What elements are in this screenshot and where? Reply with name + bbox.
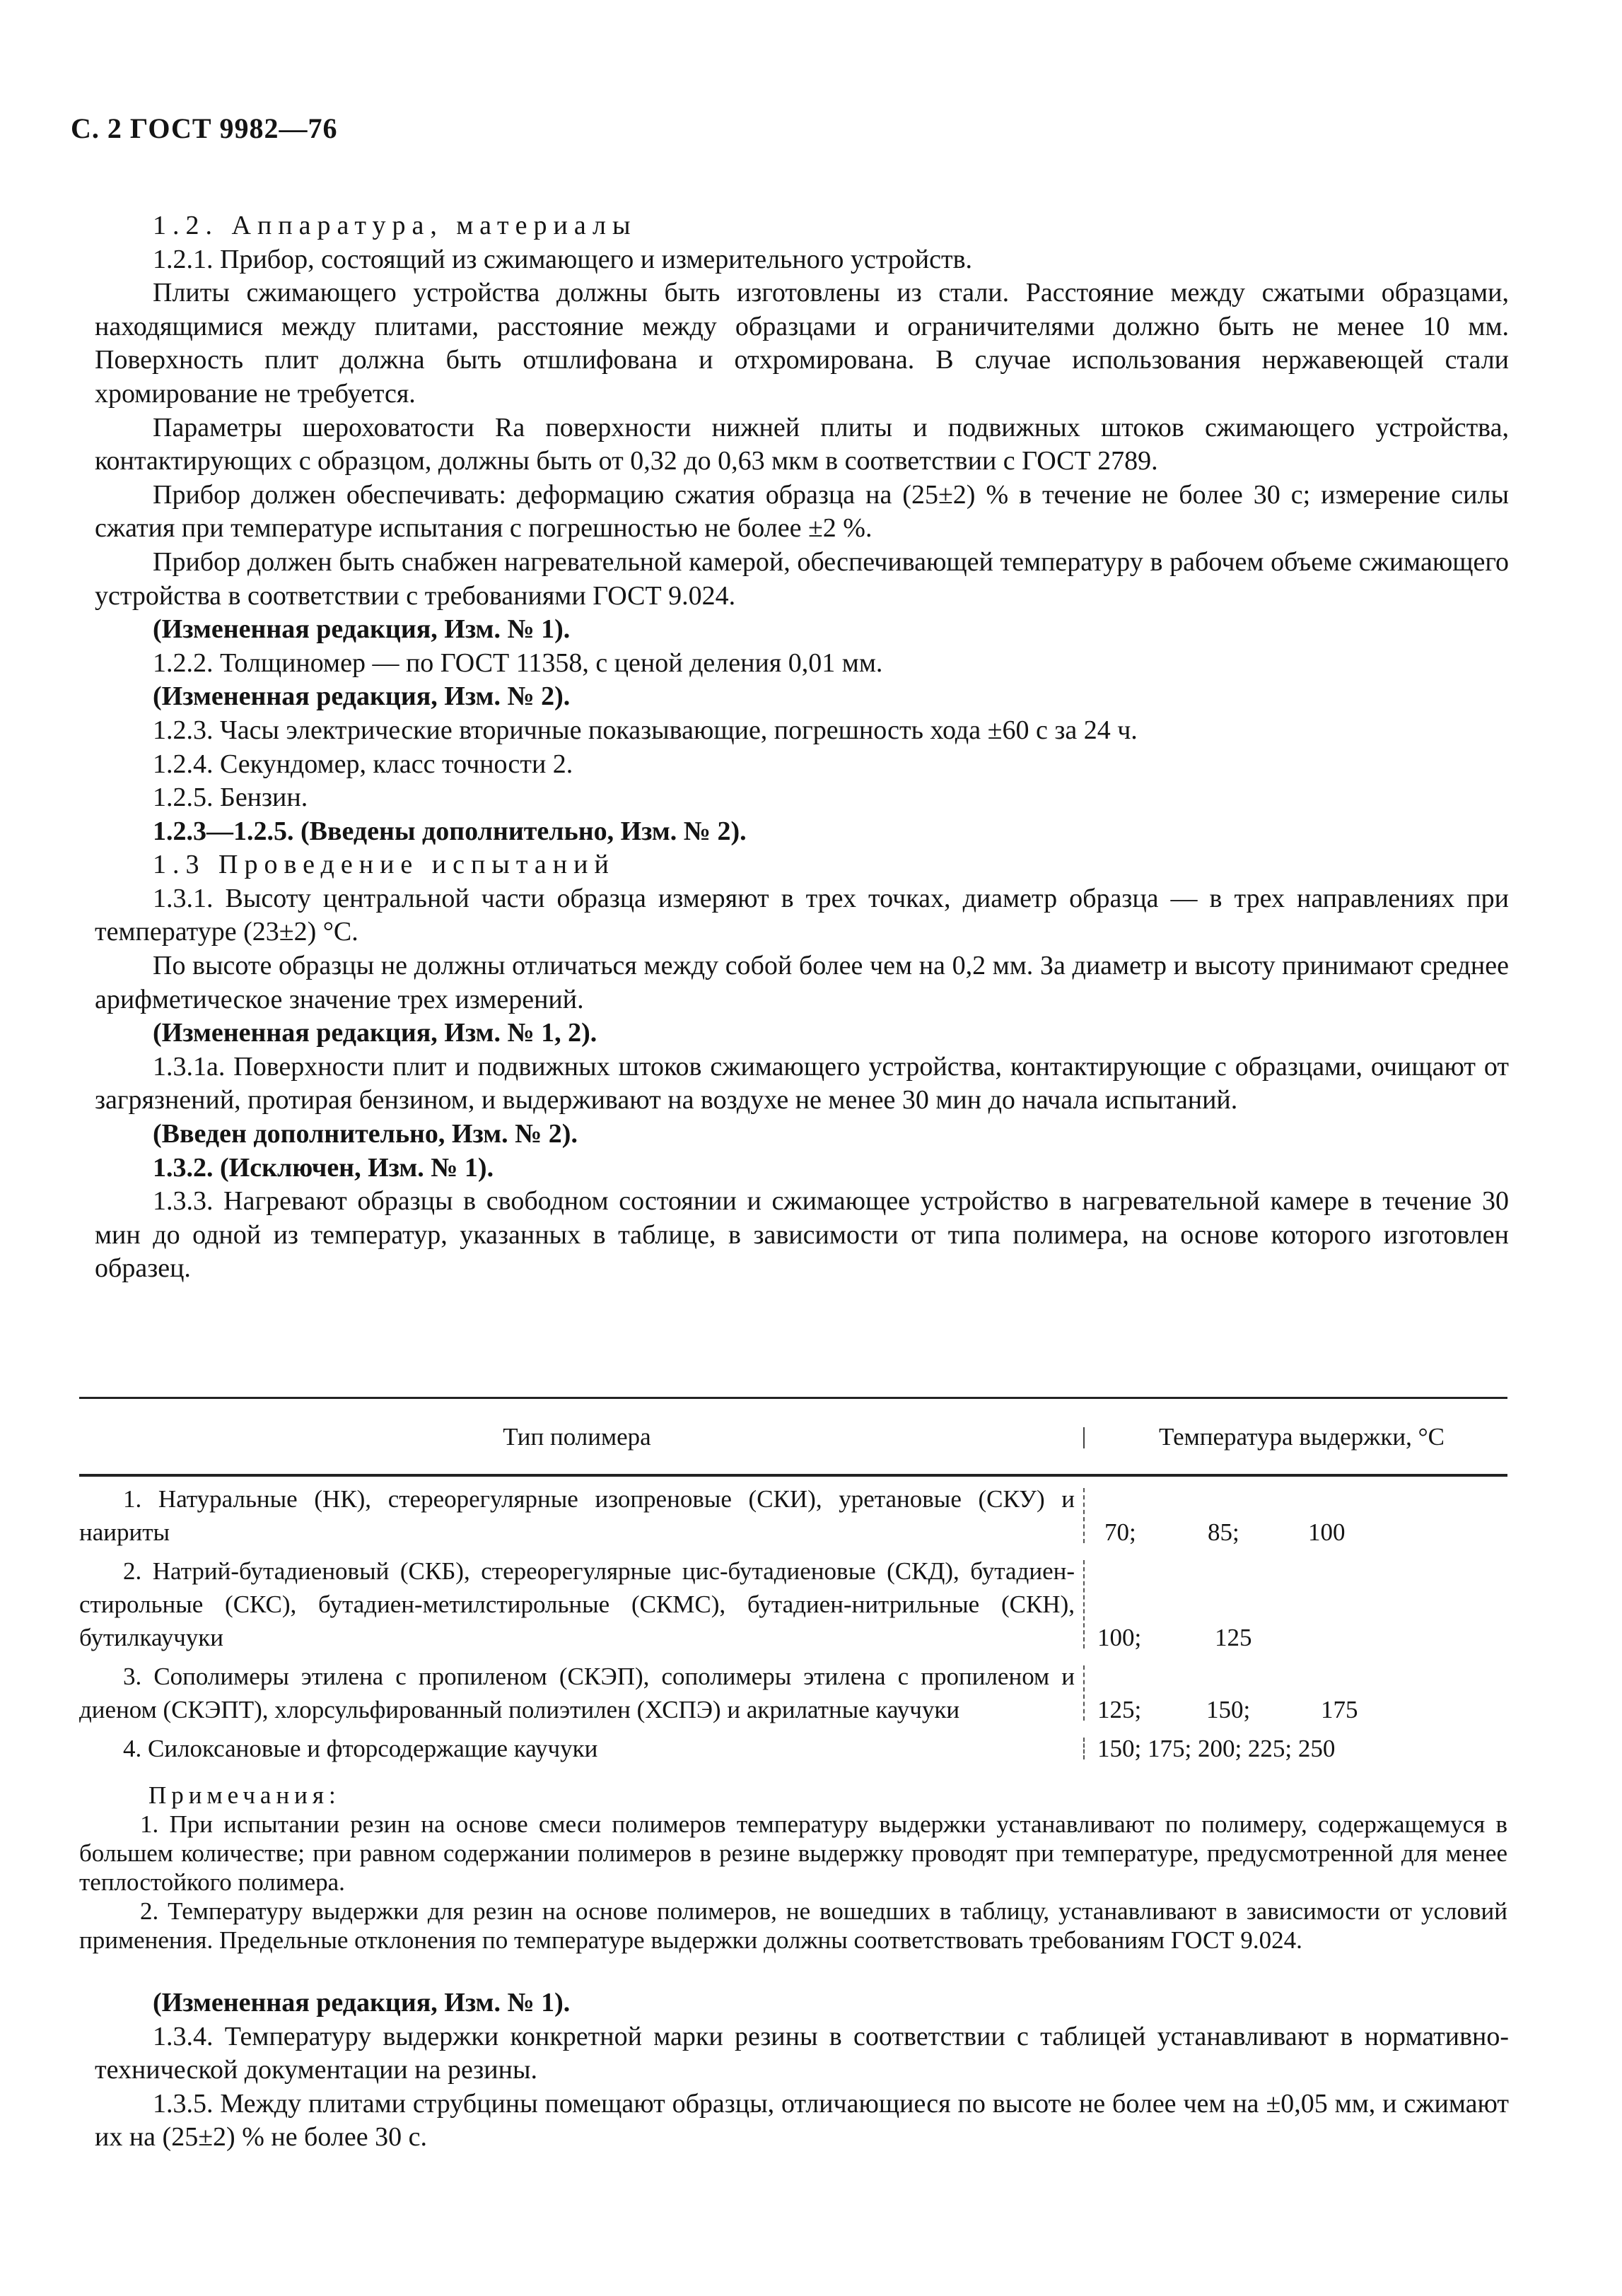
paragraph: 1.3.3. Нагревают образцы в свободном состоянии и сжимающее устройство в нагревательной камере в течение 30 мин до одной из температур, указанных в таблице, в зависимости от типа полимера, на основе которого изготовлен образец. bbox=[95, 1186, 1509, 1284]
polymer-cell: 2. Натрий-бутадиеновый (СКБ), стереорегулярные цис-бутадиеновые (СКД), бутадиен-стирольные (СКС), бутадиен-метилстирольные (СКМС), бутадиен-нитрильные (СКН), бутилкаучуки bbox=[79, 1557, 1075, 1651]
paragraph: Прибор должен обеспечивать: деформацию сжатия образца на (25±2) % в течение не более 30 с; измерение силы сжатия при температуре испытания с погрешностью не более ±2 %. bbox=[95, 479, 1509, 544]
amendment-note: 1.3.2. (Исключен, Изм. № 1). bbox=[153, 1152, 494, 1183]
table-row bbox=[79, 1732, 1507, 1765]
paragraph: 1.2.1. Прибор, состоящий из сжимающего и измерительного устройств. bbox=[153, 244, 973, 274]
notes-heading: Примечания: bbox=[148, 1781, 341, 1809]
table-notes bbox=[79, 1781, 1507, 1955]
paragraph: 1.3.5. Между плитами струбцины помещают образцы, отличающиеся по высоте не более чем на ±0,05 мм, и сжимают их на (25±2) % не более 30 с. bbox=[95, 2088, 1509, 2152]
temperature-value: 70; bbox=[1104, 1518, 1136, 1546]
amendment-note: (Измененная редакция, Изм. № 1, 2). bbox=[153, 1018, 597, 1048]
temperature-value: 100; bbox=[1097, 1624, 1142, 1651]
column-header-temperature: Температура выдержки, °С bbox=[1159, 1423, 1445, 1451]
amendment-note: (Измененная редакция, Изм. № 1). bbox=[153, 614, 571, 645]
column-divider bbox=[1083, 1560, 1085, 1648]
temperature-value: 100 bbox=[1308, 1518, 1346, 1546]
paragraph: 1.2.2. Толщиномер — по ГОСТ 11358, с ценой деления 0,01 мм. bbox=[153, 648, 883, 678]
temperature-value: 150; bbox=[1206, 1696, 1251, 1723]
paragraph: 1.2.5. Бензин. bbox=[153, 783, 308, 813]
section-heading: 1.3 Проведение испытаний bbox=[153, 850, 615, 880]
polymer-cell: 4. Силоксановые и фторсодержащие каучуки bbox=[123, 1735, 598, 1762]
paragraph: Плиты сжимающего устройства должны быть изготовлены из стали. Расстояние между сжатыми образцами, находящимися между плитами, расстояние между образцами и ограничителями должно быть не менее 10 мм. Поверхность плит должна быть отшлифована и отхромирована. В случае использования нержавеющей стали хромирование не требуется. bbox=[95, 278, 1509, 409]
section-heading: 1.2. Аппаратура, материалы bbox=[153, 211, 637, 240]
temperature-value: 85; bbox=[1208, 1518, 1239, 1546]
paragraph: 1.3.1. Высоту центральной части образца измеряют в трех точках, диаметр образца — в трех направлениях при температуре (23±2) °С. bbox=[95, 883, 1509, 947]
column-header-polymer: Тип полимера bbox=[503, 1423, 651, 1451]
column-divider bbox=[1083, 1427, 1085, 1448]
table-row bbox=[79, 1554, 1507, 1654]
table-header bbox=[79, 1397, 1507, 1477]
amendment-note: 1.2.3—1.2.5. (Введены дополнительно, Изм. № 2). bbox=[153, 816, 747, 846]
paragraph: 1.3.1а. Поверхности плит и подвижных штоков сжимающего устройства, контактирующие с образцами, очищают от загрязнений, протирая бензином, и выдерживают на воздухе не менее 30 мин до начала испытаний. bbox=[95, 1051, 1509, 1115]
amendment-note: (Измененная редакция, Изм. № 2). bbox=[153, 681, 571, 712]
paragraph: Параметры шероховатости Ra поверхности нижней плиты и подвижных штоков сжимающего устройства, контактирующих с образцом, должны быть от 0,32 до 0,63 мкм в соответствии с ГОСТ 2789. bbox=[95, 412, 1509, 476]
amendment-note: (Измененная редакция, Изм. № 1). bbox=[153, 1988, 571, 2017]
note-item: 2. Температуру выдержки для резин на основе полимеров, не вошедших в таблицу, устанавливают в зависимости от условий применения. Предельные отклонения по температуре выдержки должны соответствовать требованиям ГОСТ 9.024. bbox=[79, 1897, 1507, 1954]
body-text-continued bbox=[95, 1986, 1509, 2155]
temperature-value: 125 bbox=[1215, 1624, 1252, 1651]
polymer-cell: 1. Натуральные (НК), стереорегулярные изопреновые (СКИ), уретановые (СКУ) и наириты bbox=[79, 1485, 1075, 1546]
temperature-table bbox=[79, 1397, 1507, 1765]
table-row bbox=[79, 1482, 1507, 1549]
temperature-value: 175 bbox=[1321, 1696, 1358, 1723]
column-divider bbox=[1083, 1665, 1085, 1721]
column-divider bbox=[1083, 1738, 1085, 1759]
body-text bbox=[95, 209, 1509, 1286]
temperature-value: 150; 175; 200; 225; 250 bbox=[1097, 1735, 1336, 1762]
paragraph: 1.2.4. Секундомер, класс точности 2. bbox=[153, 749, 573, 779]
note-item: 1. При испытании резин на основе смеси полимеров температуру выдержки устанавливают по полимеру, содержащемуся в большем количестве; при равном содержании полимеров в резине выдержку проводят при температуре, предусмотренной для менее теплостойкого полимера. bbox=[79, 1810, 1507, 1896]
paragraph: 1.3.4. Температуру выдержки конкретной марки резины в соответствии с таблицей устанавливают в нормативно-технической документации на резины. bbox=[95, 2021, 1509, 2085]
paragraph: 1.2.3. Часы электрические вторичные показывающие, погрешность хода ±60 с за 24 ч. bbox=[153, 715, 1138, 745]
paragraph: По высоте образцы не должны отличаться между собой более чем на 0,2 мм. За диаметр и высоту принимают среднее арифметическое значение трех измерений. bbox=[95, 951, 1509, 1014]
column-divider bbox=[1083, 1488, 1085, 1543]
temperature-value: 125; bbox=[1097, 1696, 1142, 1723]
table-row bbox=[79, 1660, 1507, 1726]
page-header: С. 2 ГОСТ 9982—76 bbox=[71, 112, 338, 144]
paragraph: Прибор должен быть снабжен нагревательной камерой, обеспечивающей температуру в рабочем объеме сжимающего устройства в соответствии с требованиями ГОСТ 9.024. bbox=[95, 546, 1509, 611]
amendment-note: (Введен дополнительно, Изм. № 2). bbox=[153, 1119, 578, 1149]
polymer-cell: 3. Сополимеры этилена с пропиленом (СКЭП), сополимеры этилена с пропиленом и диеном (СКЭПТ), хлорсульфированный полиэтилен (ХСПЭ) и акрилатные каучуки bbox=[79, 1663, 1075, 1723]
